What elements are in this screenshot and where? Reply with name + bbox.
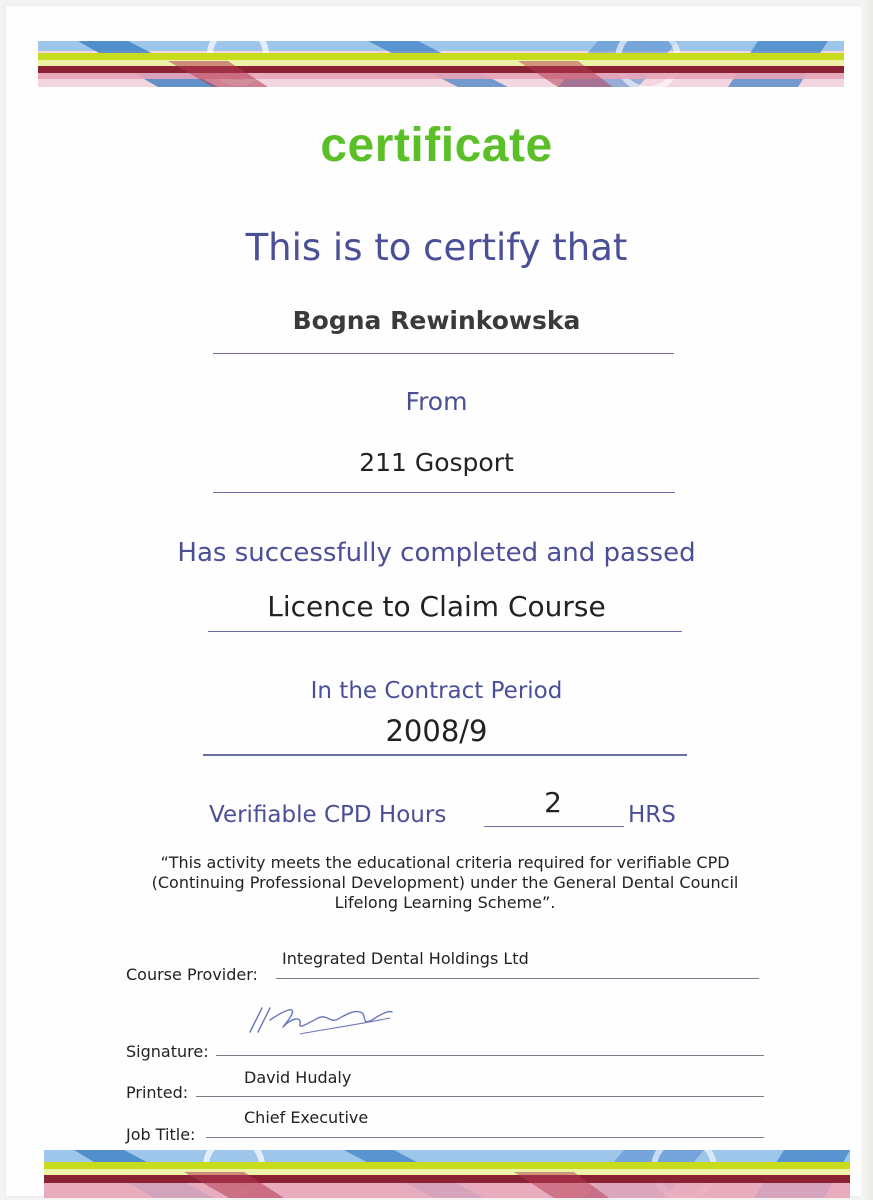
organisation-underline — [213, 492, 675, 493]
gdc-statement — [100, 853, 790, 913]
contract-period-label: In the Contract Period — [310, 678, 563, 704]
job-title-label: Job Title: — [126, 1125, 196, 1144]
printed-name-value: David Hudaly — [244, 1068, 352, 1087]
completed-label: Has successfully completed and passed — [177, 538, 696, 568]
handwritten-signature — [240, 1000, 400, 1044]
cpd-hours-value: 2 — [544, 786, 562, 819]
cpd-hours-label: Verifiable CPD Hours — [209, 802, 447, 828]
course-provider-label: Course Provider: — [126, 965, 258, 984]
cpd-hours-unit: HRS — [628, 802, 676, 828]
job-title-value: Chief Executive — [244, 1108, 369, 1127]
bottom-decorative-banner — [44, 1150, 850, 1198]
course-provider-value: Integrated Dental Holdings Ltd — [282, 949, 529, 968]
organisation-name: 211 Gosport — [359, 448, 514, 477]
printed-name-underline — [196, 1096, 764, 1097]
course-name: Licence to Claim Course — [267, 590, 606, 623]
recipient-underline — [213, 353, 674, 354]
top-decorative-banner — [38, 41, 844, 87]
contract-period-underline — [203, 754, 687, 756]
course-provider-underline — [276, 978, 759, 979]
printed-name-label: Printed: — [126, 1083, 189, 1102]
statement-line: Lifelong Learning Scheme”. — [334, 893, 556, 912]
signature-underline — [216, 1055, 764, 1056]
cpd-hours-underline — [484, 826, 624, 827]
recipient-name: Bogna Rewinkowska — [292, 306, 581, 335]
certificate-title: certificate — [320, 119, 553, 172]
statement-line: (Continuing Professional Development) under the General Dental Council — [151, 873, 739, 892]
statement-line: “This activity meets the educational criteria required for verifiable CPD — [160, 853, 730, 872]
certify-heading: This is to certify that — [245, 226, 628, 269]
from-label: From — [405, 387, 468, 416]
contract-period-value: 2008/9 — [385, 714, 488, 748]
signature-label: Signature: — [126, 1042, 209, 1061]
course-underline — [208, 631, 682, 632]
job-title-underline — [206, 1137, 764, 1138]
